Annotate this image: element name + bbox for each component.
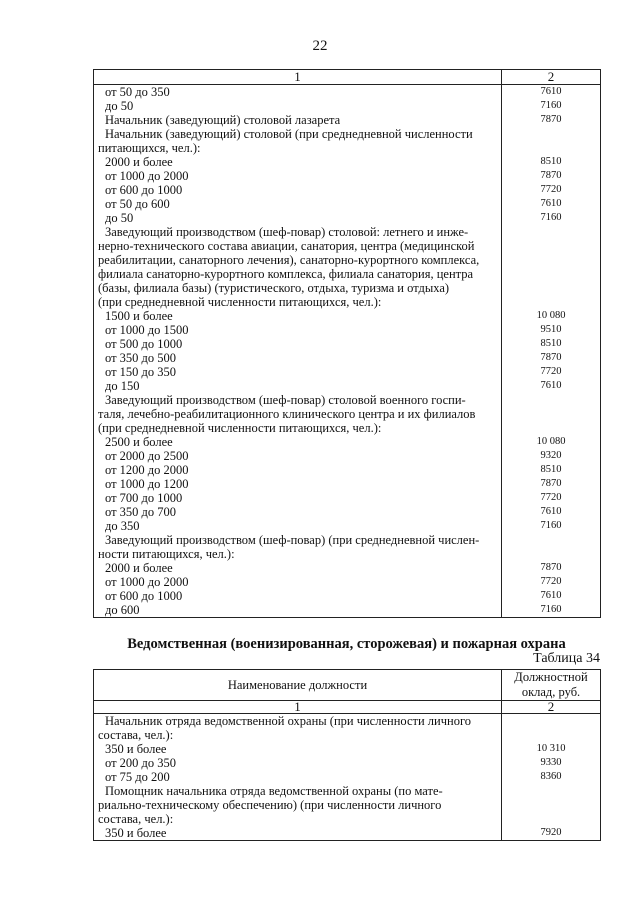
salary-value-cell: 9510 — [502, 323, 601, 337]
position-name-cell — [94, 85, 502, 100]
position-name-cell — [94, 99, 502, 113]
position-name-cell — [94, 463, 502, 477]
salary-value-cell: 7720 — [502, 491, 601, 505]
section-title: Ведомственная (военизированная, сторожевая) и пожарная охрана — [127, 636, 566, 652]
table-row — [94, 323, 601, 337]
salary-value-cell: 8510 — [502, 337, 601, 351]
position-name-line: от 75 до 200 — [105, 770, 170, 784]
table-row — [94, 519, 601, 533]
position-name-cell — [94, 449, 502, 463]
salary-value-cell: 7870 — [502, 169, 601, 183]
salary-value-cell: 10 080 — [502, 435, 601, 449]
position-name-cell — [94, 491, 502, 505]
salary-value-cell: 10 080 — [502, 309, 601, 323]
salary-value-cell: 8360 — [502, 770, 601, 784]
position-name-line: от 350 до 700 — [105, 505, 177, 519]
position-name-line: 2500 и более — [105, 435, 173, 449]
salary-table-continued — [93, 69, 601, 618]
salary-value-cell: 7870 — [502, 351, 601, 365]
position-name-line: до 350 — [105, 519, 140, 533]
table-row — [94, 770, 601, 784]
salary-value-cell: 7920 — [502, 826, 601, 841]
table-header-row — [94, 670, 601, 701]
position-name-line: от 600 до 1000 — [105, 589, 183, 603]
position-name-cell — [94, 127, 502, 155]
salary-value-cell — [502, 225, 601, 309]
table-row — [94, 99, 601, 113]
position-name-line: от 1000 до 2000 — [105, 169, 189, 183]
position-name-cell — [94, 533, 502, 561]
position-name-cell — [94, 435, 502, 449]
position-name-line: Заведующий производством (шеф-повар) столовой военного госпи- — [105, 393, 466, 407]
table-row — [94, 113, 601, 127]
position-name-line: Помощник начальника отряда ведомственной охраны (по мате- — [105, 784, 443, 798]
table-row — [94, 351, 601, 365]
position-name-line: 350 и более — [105, 742, 167, 756]
salary-value-cell: 7720 — [502, 365, 601, 379]
position-name-line: от 1200 до 2000 — [105, 463, 189, 477]
salary-value-cell — [502, 533, 601, 561]
table-row — [94, 183, 601, 197]
position-name-line: (при среднедневной численности питающихся, чел.): — [98, 295, 382, 309]
position-name-line: 2000 и более — [105, 561, 173, 575]
position-name-cell — [94, 770, 502, 784]
salary-value-cell — [502, 393, 601, 435]
salary-value-cell — [502, 127, 601, 155]
position-name-cell — [94, 113, 502, 127]
position-name-cell — [94, 365, 502, 379]
salary-value-cell: 10 310 — [502, 742, 601, 756]
table-row — [94, 379, 601, 393]
table-row — [94, 309, 601, 323]
position-name-cell — [94, 323, 502, 337]
table-row — [94, 575, 601, 589]
table-row — [94, 756, 601, 770]
salary-value-cell: 8510 — [502, 155, 601, 169]
position-name-cell — [94, 505, 502, 519]
position-name-cell — [94, 155, 502, 169]
position-name-line: (при среднедневной численности питающихся, чел.): — [98, 421, 382, 435]
position-name-cell — [94, 183, 502, 197]
position-name-cell — [94, 211, 502, 225]
position-name-line: от 700 до 1000 — [105, 491, 183, 505]
position-name-line: от 50 до 600 — [105, 197, 170, 211]
position-name-cell — [94, 784, 502, 826]
position-name-cell — [94, 197, 502, 211]
salary-value-cell: 8510 — [502, 463, 601, 477]
position-name-line: Заведующий производством (шеф-повар) столовой: летнего и инже- — [105, 225, 469, 239]
position-name-line: таля, лечебно-реабилитационного клинического центра и их филиалов — [98, 407, 476, 421]
position-name-cell — [94, 575, 502, 589]
column-number-2: 2 — [502, 70, 601, 85]
salary-value-cell: 7610 — [502, 505, 601, 519]
position-name-line: нерно-технического состава авиации, санатория, центра (медицинской — [98, 239, 475, 253]
salary-value-cell: 7870 — [502, 113, 601, 127]
table-label: Таблица 34 — [533, 651, 600, 666]
position-name-line: от 600 до 1000 — [105, 183, 183, 197]
table-row — [94, 337, 601, 351]
salary-value-cell: 7160 — [502, 99, 601, 113]
position-name-cell — [94, 393, 502, 435]
security-salary-table — [93, 669, 601, 841]
position-name-cell — [94, 519, 502, 533]
table-header-row — [94, 70, 601, 85]
table-row — [94, 714, 601, 743]
position-name-line: риально-техническому обеспечению) (при численности личного — [98, 798, 442, 812]
salary-value-cell: 7610 — [502, 589, 601, 603]
salary-value-cell: 7160 — [502, 211, 601, 225]
position-name-line: от 1000 до 2000 — [105, 575, 189, 589]
salary-value-cell: 7870 — [502, 477, 601, 491]
position-name-line: Начальник отряда ведомственной охраны (при численности личного — [105, 714, 472, 728]
position-name-cell — [94, 742, 502, 756]
salary-value-cell: 7160 — [502, 603, 601, 618]
position-name-line: питающихся, чел.): — [98, 141, 201, 155]
table-row — [94, 169, 601, 183]
table-row — [94, 127, 601, 155]
position-name-cell — [94, 337, 502, 351]
table-row — [94, 365, 601, 379]
position-name-line: от 50 до 350 — [105, 85, 170, 99]
column-numbers-row — [94, 701, 601, 714]
position-name-line: состава, чел.): — [98, 812, 174, 826]
position-name-cell — [94, 756, 502, 770]
position-name-line: Начальник (заведующий) столовой лазарета — [105, 113, 341, 127]
position-name-cell — [94, 561, 502, 575]
table-row — [94, 784, 601, 826]
position-name-line: Начальник (заведующий) столовой (при среднедневной численности — [105, 127, 473, 141]
position-name-cell — [94, 225, 502, 309]
column-number-2: 2 — [502, 701, 601, 714]
position-name-cell — [94, 826, 502, 841]
column-number-1: 1 — [94, 701, 502, 714]
table-row — [94, 155, 601, 169]
table-row — [94, 435, 601, 449]
table-row — [94, 533, 601, 561]
position-name-line: до 50 — [105, 211, 134, 225]
table-row — [94, 561, 601, 575]
table-row — [94, 826, 601, 841]
position-name-line: от 2000 до 2500 — [105, 449, 189, 463]
table-row — [94, 603, 601, 618]
table-row — [94, 85, 601, 100]
position-name-line: от 150 до 350 — [105, 365, 177, 379]
position-name-cell — [94, 309, 502, 323]
position-name-cell — [94, 714, 502, 743]
salary-value-cell: 7610 — [502, 379, 601, 393]
table-row — [94, 505, 601, 519]
position-name-line: филиала санаторно-курортного комплекса, филиала санатория, центра — [98, 267, 474, 281]
position-name-line: реабилитации, санаторного лечения), санаторно-курортного комплекса, — [98, 253, 480, 267]
position-name-cell — [94, 351, 502, 365]
position-name-cell — [94, 379, 502, 393]
position-name-line: Заведующий производством (шеф-повар) (при среднедневной числен- — [105, 533, 480, 547]
table-row — [94, 225, 601, 309]
table-row — [94, 742, 601, 756]
table-row — [94, 449, 601, 463]
salary-header — [502, 670, 601, 701]
position-name-line: до 600 — [105, 603, 140, 617]
position-name-line: до 150 — [105, 379, 140, 393]
salary-value-cell: 7720 — [502, 575, 601, 589]
position-name-cell — [94, 477, 502, 491]
position-name-line: ности питающихся, чел.): — [98, 547, 235, 561]
salary-value-cell — [502, 714, 601, 743]
position-name-line: 2000 и более — [105, 155, 173, 169]
page-number: 22 — [312, 38, 328, 54]
position-name-cell — [94, 169, 502, 183]
salary-value-cell: 7870 — [502, 561, 601, 575]
position-name-line: (базы, филиала базы) (туристического, отдыха, туризма и отдыха) — [98, 281, 450, 295]
position-name-line: от 1000 до 1500 — [105, 323, 189, 337]
position-name-line: 350 и более — [105, 826, 167, 840]
salary-value-cell — [502, 784, 601, 826]
table-row — [94, 477, 601, 491]
table-row — [94, 211, 601, 225]
salary-header-line: Должностной — [514, 670, 588, 684]
position-name-line: от 1000 до 1200 — [105, 477, 189, 491]
position-name-line: от 200 до 350 — [105, 756, 177, 770]
position-name-cell — [94, 603, 502, 618]
salary-value-cell: 7720 — [502, 183, 601, 197]
salary-value-cell: 7610 — [502, 85, 601, 100]
table-row — [94, 197, 601, 211]
position-name-header: Наименование должности — [94, 670, 502, 701]
position-name-line: до 50 — [105, 99, 134, 113]
salary-header-line: оклад, руб. — [521, 685, 581, 699]
salary-value-cell: 9330 — [502, 756, 601, 770]
position-name-line: от 350 до 500 — [105, 351, 177, 365]
column-number-1: 1 — [94, 70, 502, 85]
table-row — [94, 393, 601, 435]
position-name-line: от 500 до 1000 — [105, 337, 183, 351]
table-row — [94, 589, 601, 603]
salary-value-cell: 7610 — [502, 197, 601, 211]
salary-value-cell: 7160 — [502, 519, 601, 533]
position-name-line: 1500 и более — [105, 309, 173, 323]
position-name-line: состава, чел.): — [98, 728, 174, 742]
table-row — [94, 491, 601, 505]
position-name-cell — [94, 589, 502, 603]
table-row — [94, 463, 601, 477]
salary-value-cell: 9320 — [502, 449, 601, 463]
